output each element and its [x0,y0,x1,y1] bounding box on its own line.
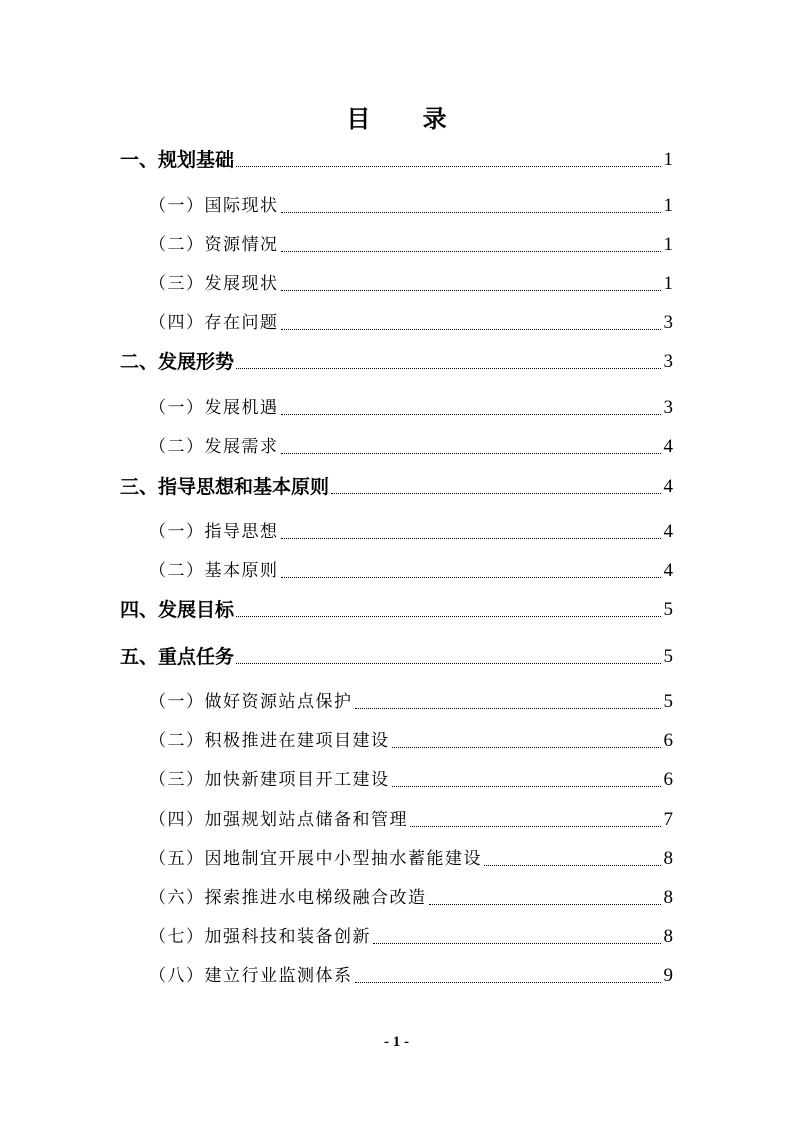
toc-entry-text: （六）探索推进水电梯级融合改造 [149,888,427,908]
toc-page-number: 1 [663,273,673,294]
toc-page-number: 1 [663,234,673,255]
toc-page-number: 8 [663,887,673,908]
toc-dot-leader [484,864,661,866]
toc-entry-text: （一）国际现状 [149,196,279,216]
toc-subsection-entry[interactable] [149,847,673,871]
toc-page-number: 3 [663,397,673,418]
toc-entry-text: 三、指导思想和基本原则 [120,476,330,498]
toc-dot-leader [355,707,661,709]
toc-entry-text: （一）做好资源站点保护 [149,692,353,712]
toc-subsection-entry[interactable] [149,886,673,910]
toc-dot-leader [281,328,661,330]
toc-entry-text: 五、重点任务 [120,646,235,668]
toc-page-number: 8 [663,848,673,869]
toc-entry-text: （七）加强科技和装备创新 [149,927,371,947]
toc-dot-leader [429,903,661,905]
toc-subsection-entry[interactable] [149,690,673,714]
toc-entry-text: （三）发展现状 [149,274,279,294]
toc-dot-leader [373,942,661,944]
toc-page-number: 6 [663,769,673,790]
toc-subsection-entry[interactable] [149,194,673,218]
toc-dot-leader [236,367,660,369]
toc-dot-leader [281,452,661,454]
toc-dot-leader [236,615,660,617]
toc-page-number: 1 [663,149,673,170]
toc-page-number: 7 [663,809,673,830]
toc-entry-text: （一）指导思想 [149,522,279,542]
toc-entry-text: 一、规划基础 [120,149,235,171]
toc-section-entry[interactable] [120,148,673,172]
toc-entry-text: （三）加快新建项目开工建设 [149,770,390,790]
toc-dot-leader [392,746,661,748]
toc-page-number: 5 [663,691,673,712]
toc-entry-text: （二）积极推进在建项目建设 [149,731,390,751]
toc-entry-text: （二）发展需求 [149,437,279,457]
toc-subsection-entry[interactable] [149,964,673,988]
toc-dot-leader [281,289,661,291]
toc-page-number: 4 [663,436,673,457]
toc-entry-text: （一）发展机遇 [149,398,279,418]
toc-entry-text: （四）加强规划站点储备和管理 [149,810,408,830]
toc-section-entry[interactable] [120,475,673,499]
toc-dot-leader [281,211,661,213]
toc-dot-leader [331,492,660,494]
toc-entry-text: （五）因地制宜开展中小型抽水蓄能建设 [149,849,482,869]
toc-dot-leader [392,785,661,787]
toc-title: 目 录 [346,104,469,133]
toc-subsection-entry[interactable] [149,311,673,335]
toc-subsection-entry[interactable] [149,808,673,832]
toc-entry-text: 四、发展目标 [120,599,235,621]
toc-entry-text: （二）资源情况 [149,235,279,255]
toc-page-number: 5 [663,646,673,667]
toc-section-entry[interactable] [120,350,673,374]
toc-subsection-entry[interactable] [149,729,673,753]
toc-dot-leader [236,165,660,167]
toc-entry-text: （四）存在问题 [149,313,279,333]
toc-dot-leader [281,537,661,539]
toc-entry-text: （八）建立行业监测体系 [149,966,353,986]
toc-page-number: 4 [663,560,673,581]
toc-dot-leader [355,981,661,983]
toc-dot-leader [410,825,661,827]
toc-subsection-entry[interactable] [149,768,673,792]
toc-subsection-entry[interactable] [149,435,673,459]
toc-page-number: 5 [663,599,673,620]
toc-page-number: 9 [663,965,673,986]
toc-page-number: 1 [663,195,673,216]
toc-subsection-entry[interactable] [149,925,673,949]
toc-page-number: 3 [663,351,673,372]
toc-subsection-entry[interactable] [149,520,673,544]
toc-subsection-entry[interactable] [149,559,673,583]
toc-section-entry[interactable] [120,598,673,622]
toc-page-number: 4 [663,476,673,497]
toc-dot-leader [281,413,661,415]
toc-dot-leader [236,662,660,664]
toc-subsection-entry[interactable] [149,396,673,420]
toc-subsection-entry[interactable] [149,233,673,257]
toc-entry-text: 二、发展形势 [120,351,235,373]
toc-page-number: 8 [663,926,673,947]
toc-section-entry[interactable] [120,645,673,669]
page-number: - 1 - [384,1034,409,1050]
toc-page-number: 4 [663,521,673,542]
toc-page-number: 6 [663,730,673,751]
toc-subsection-entry[interactable] [149,272,673,296]
toc-dot-leader [281,576,661,578]
toc-page-number: 3 [663,312,673,333]
toc-entry-text: （二）基本原则 [149,561,279,581]
toc-dot-leader [281,250,661,252]
